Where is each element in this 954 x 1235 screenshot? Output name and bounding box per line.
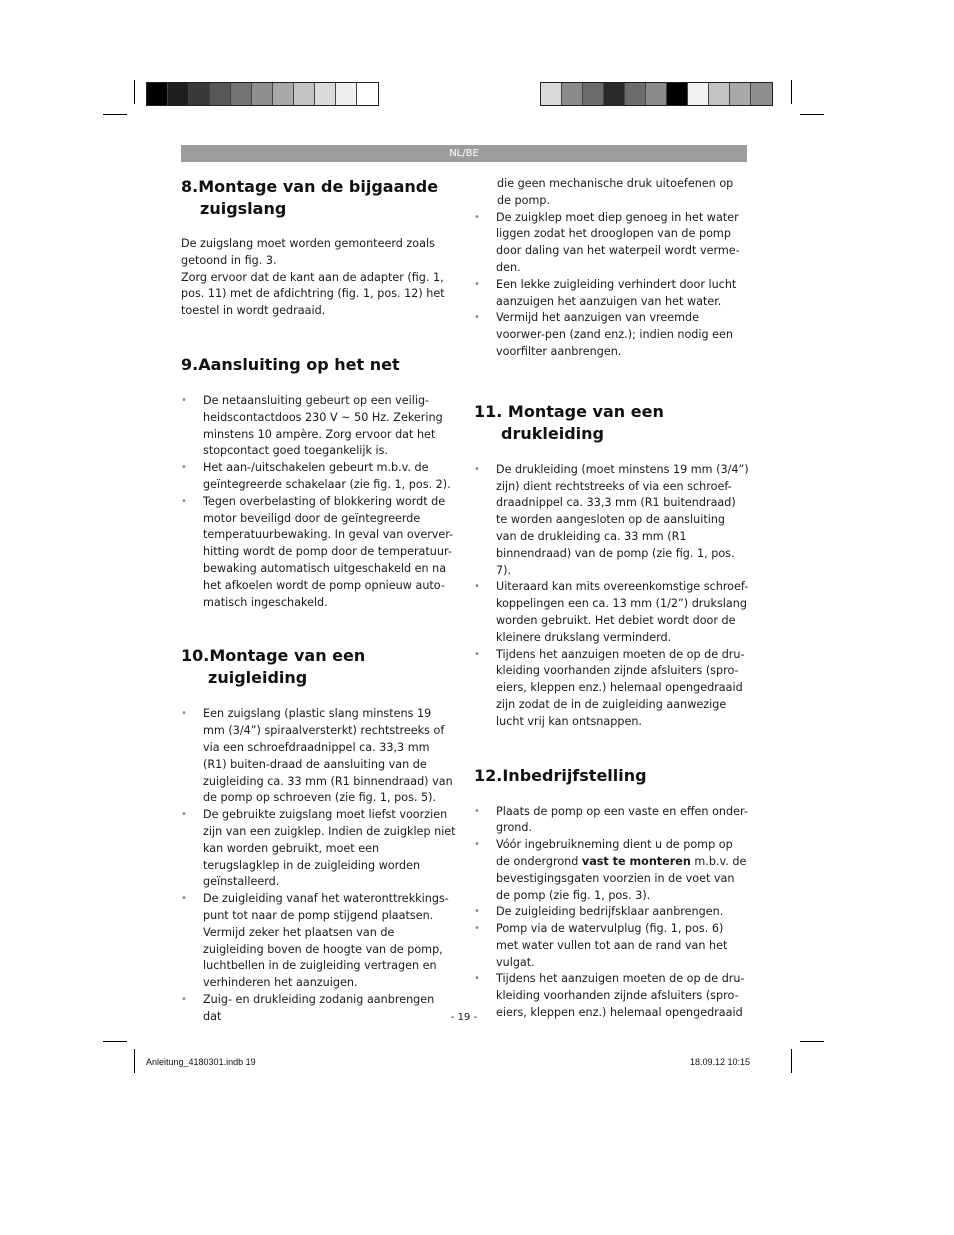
color-swatch xyxy=(168,83,189,105)
color-swatch xyxy=(357,83,378,105)
section-10-title-line1: Montage van een xyxy=(209,646,366,666)
color-swatch xyxy=(336,83,357,105)
color-swatch xyxy=(646,83,667,105)
crop-mark-bottom-right-v xyxy=(791,1049,792,1073)
color-swatch xyxy=(667,83,688,105)
color-swatch xyxy=(604,83,625,105)
section-11-heading xyxy=(474,401,749,445)
section-8-paragraph-1: De zuigslang moet worden gemonteerd zoals getoond in fig. 3. xyxy=(181,237,435,267)
list-item: • Een zuigslang (plastic slang minstens 19 mm (3/4”) spiraalversterkt) rechtstreeks of via een schroefdraadnippel ca. 33,3 mm (R1) buiten-draad de aansluiting van de zuigleiding ca. 33 mm (R1 binnendraad) van de pomp op schroeven (zie fig. 1, pos. 5). xyxy=(181,706,456,807)
section-10-number: 10. xyxy=(181,646,210,666)
color-swatch xyxy=(252,83,273,105)
list-item: • De zuigklep moet diep genoeg in het water liggen zodat het drooglopen van de pomp door daling van het waterpeil wordt verme-den. xyxy=(474,210,749,277)
color-swatch xyxy=(294,83,315,105)
crop-mark-top-left-v xyxy=(134,80,135,104)
list-item: • Een lekke zuigleiding verhindert door lucht aanzuigen het aanzuigen van het water. xyxy=(474,277,749,311)
section-10-list xyxy=(181,706,456,1025)
list-item: • Uiteraard kan mits overeenkomstige schroef-koppelingen een ca. 13 mm (1/2”) drukslang worden gebruikt. Het debiet wordt door de kleinere drukslang verminderd. xyxy=(474,579,749,646)
color-swatch xyxy=(709,83,730,105)
color-swatch xyxy=(541,83,562,105)
section-8-paragraph-2: Zorg ervoor dat de kant aan de adapter (fig. 1, pos. 11) met de afdichtring (fig. 1, pos. 12) het toestel in wordt gedraaid. xyxy=(181,270,445,318)
list-item: • Zuig- en drukleiding zodanig aanbrengen dat xyxy=(181,992,456,1026)
section-12-heading xyxy=(474,765,749,787)
list-item: • Tijdens het aanzuigen moeten de op de dru-kleiding voorhanden zijnde afsluiters (spro-eiers, kleppen enz.) helemaal opengedraaid zijn zodat de in de zuigleiding aanwezige lucht vrij kan ontsnappen. xyxy=(474,647,749,731)
left-column xyxy=(181,176,456,1025)
color-swatch xyxy=(315,83,336,105)
section-10-title-line2: zuigleiding xyxy=(208,668,308,688)
right-column xyxy=(474,176,749,1022)
section-12-number: 12. xyxy=(474,765,503,785)
list-item: • Vermijd het aanzuigen van vreemde voorwer-pen (zand enz.); indien nodig een voorfilter aanbrengen. xyxy=(474,310,749,360)
color-swatch xyxy=(583,83,604,105)
list-item: • De drukleiding (moet minstens 19 mm (3/4”) zijn) dient rechtstreeks of via een schroef-draadnippel ca. 33,3 mm (R1 buitendraad) te worden aangesloten op de aansluiting van de drukleiding ca. 33 mm (R1 binnendraad) van de pomp (zie fig. 1, pos. 7). xyxy=(474,462,749,580)
list-item: • De netaansluiting gebeurt op een veilig-heidscontactdoos 230 V ~ 50 Hz. Zekering minstens 10 ampère. Zorg ervoor dat het stopcontact goed toegankelijk is. xyxy=(181,393,456,460)
color-swatch xyxy=(210,83,231,105)
color-swatch xyxy=(189,83,210,105)
crop-mark-bottom-left-h xyxy=(103,1041,127,1042)
color-calibration-bar-left xyxy=(146,82,379,106)
list-item-text: m.b.v. de bevestigingsgaten voorzien in de voet van de pomp (zie fig. 1, pos. 3). xyxy=(496,854,747,902)
crop-mark-top-right-h xyxy=(800,114,824,115)
section-9-heading xyxy=(181,354,456,376)
color-swatch xyxy=(231,83,252,105)
color-swatch xyxy=(562,83,583,105)
color-calibration-bar-right xyxy=(540,82,773,106)
section-12-list xyxy=(474,804,749,1022)
section-12-title-line1: Inbedrijfstelling xyxy=(502,765,647,785)
page-number: - 19 - xyxy=(450,1012,478,1023)
crop-mark-top-right-v xyxy=(791,80,792,104)
language-label: NL/BE xyxy=(449,148,479,159)
list-item: • Pomp via de watervulplug (fig. 1, pos. 6) met water vullen tot aan de rand van het vulgat. xyxy=(474,921,749,971)
list-item xyxy=(474,837,749,904)
list-item: • De gebruikte zuigslang moet liefst voorzien zijn van een zuigklep. Indien de zuigklep niet kan worden gebruikt, moet een terugslagklep in de zuigleiding worden geïnstalleerd. xyxy=(181,807,456,891)
color-swatch xyxy=(751,83,772,105)
section-10-list-continued xyxy=(474,210,749,361)
section-10-heading xyxy=(181,645,456,689)
crop-mark-top-left-h xyxy=(103,114,127,115)
crop-mark-bottom-right-h xyxy=(800,1041,824,1042)
list-item: • Het aan-/uitschakelen gebeurt m.b.v. de geïntegreerde schakelaar (zie fig. 1, pos. 2). xyxy=(181,460,456,494)
emphasis-text: vast te monteren xyxy=(581,854,691,868)
crop-mark-bottom-left-v xyxy=(134,1049,135,1073)
section-11-title-line2: drukleiding xyxy=(501,423,604,443)
list-item-text: Vóór ingebruikneming dient u de pomp op de ondergrond xyxy=(496,838,733,868)
section-8-heading xyxy=(181,176,456,220)
color-swatch xyxy=(273,83,294,105)
list-item: • De zuigleiding bedrijfsklaar aanbrengen. xyxy=(474,904,749,921)
section-9-list xyxy=(181,393,456,611)
section-11-list xyxy=(474,462,749,731)
color-swatch xyxy=(688,83,709,105)
section-8-title-line1: Montage van de bijgaande xyxy=(198,177,439,196)
section-8-title-line2: zuigslang xyxy=(200,199,287,218)
section-9-title-line1: Aansluiting op het net xyxy=(198,354,400,374)
footer-date-label: 18.09.12 10:15 xyxy=(690,1057,751,1067)
color-swatch xyxy=(730,83,751,105)
section-8-number: 8. xyxy=(181,177,199,196)
section-9-number: 9. xyxy=(181,354,199,374)
color-swatch xyxy=(147,83,168,105)
list-item: • Tegen overbelasting of blokkering wordt de motor beveiligd door de geïntegreerde temperatuurbewaking. In geval van overver-hitting wordt de pomp door de temperatuur-bewaking automatisch uitgeschakeld en na het afkoelen wordt de pomp opnieuw auto-matisch ingeschakeld. xyxy=(181,494,456,612)
language-header-bar xyxy=(181,145,747,162)
section-11-number: 11. xyxy=(474,401,503,421)
section-10-continued-text: die geen mechanische druk uitoefenen op de pomp. xyxy=(497,177,734,207)
color-swatch xyxy=(625,83,646,105)
section-11-title-line1: Montage van een xyxy=(507,401,664,421)
footer-file-label: Anleitung_4180301.indb 19 xyxy=(146,1057,256,1067)
list-item: • Plaats de pomp op een vaste en effen onder-grond. xyxy=(474,804,749,838)
list-item: • Tijdens het aanzuigen moeten de op de dru-kleiding voorhanden zijnde afsluiters (spro-eiers, kleppen enz.) helemaal opengedraaid xyxy=(474,971,749,1021)
list-item: • De zuigleiding vanaf het wateronttrekkings-punt tot naar de pomp stijgend plaatsen. Vermijd zeker het plaatsen van de zuigleiding boven de hoogte van de pomp, luchtbellen in de zuigleiding vertragen en verhinderen het aanzuigen. xyxy=(181,891,456,992)
